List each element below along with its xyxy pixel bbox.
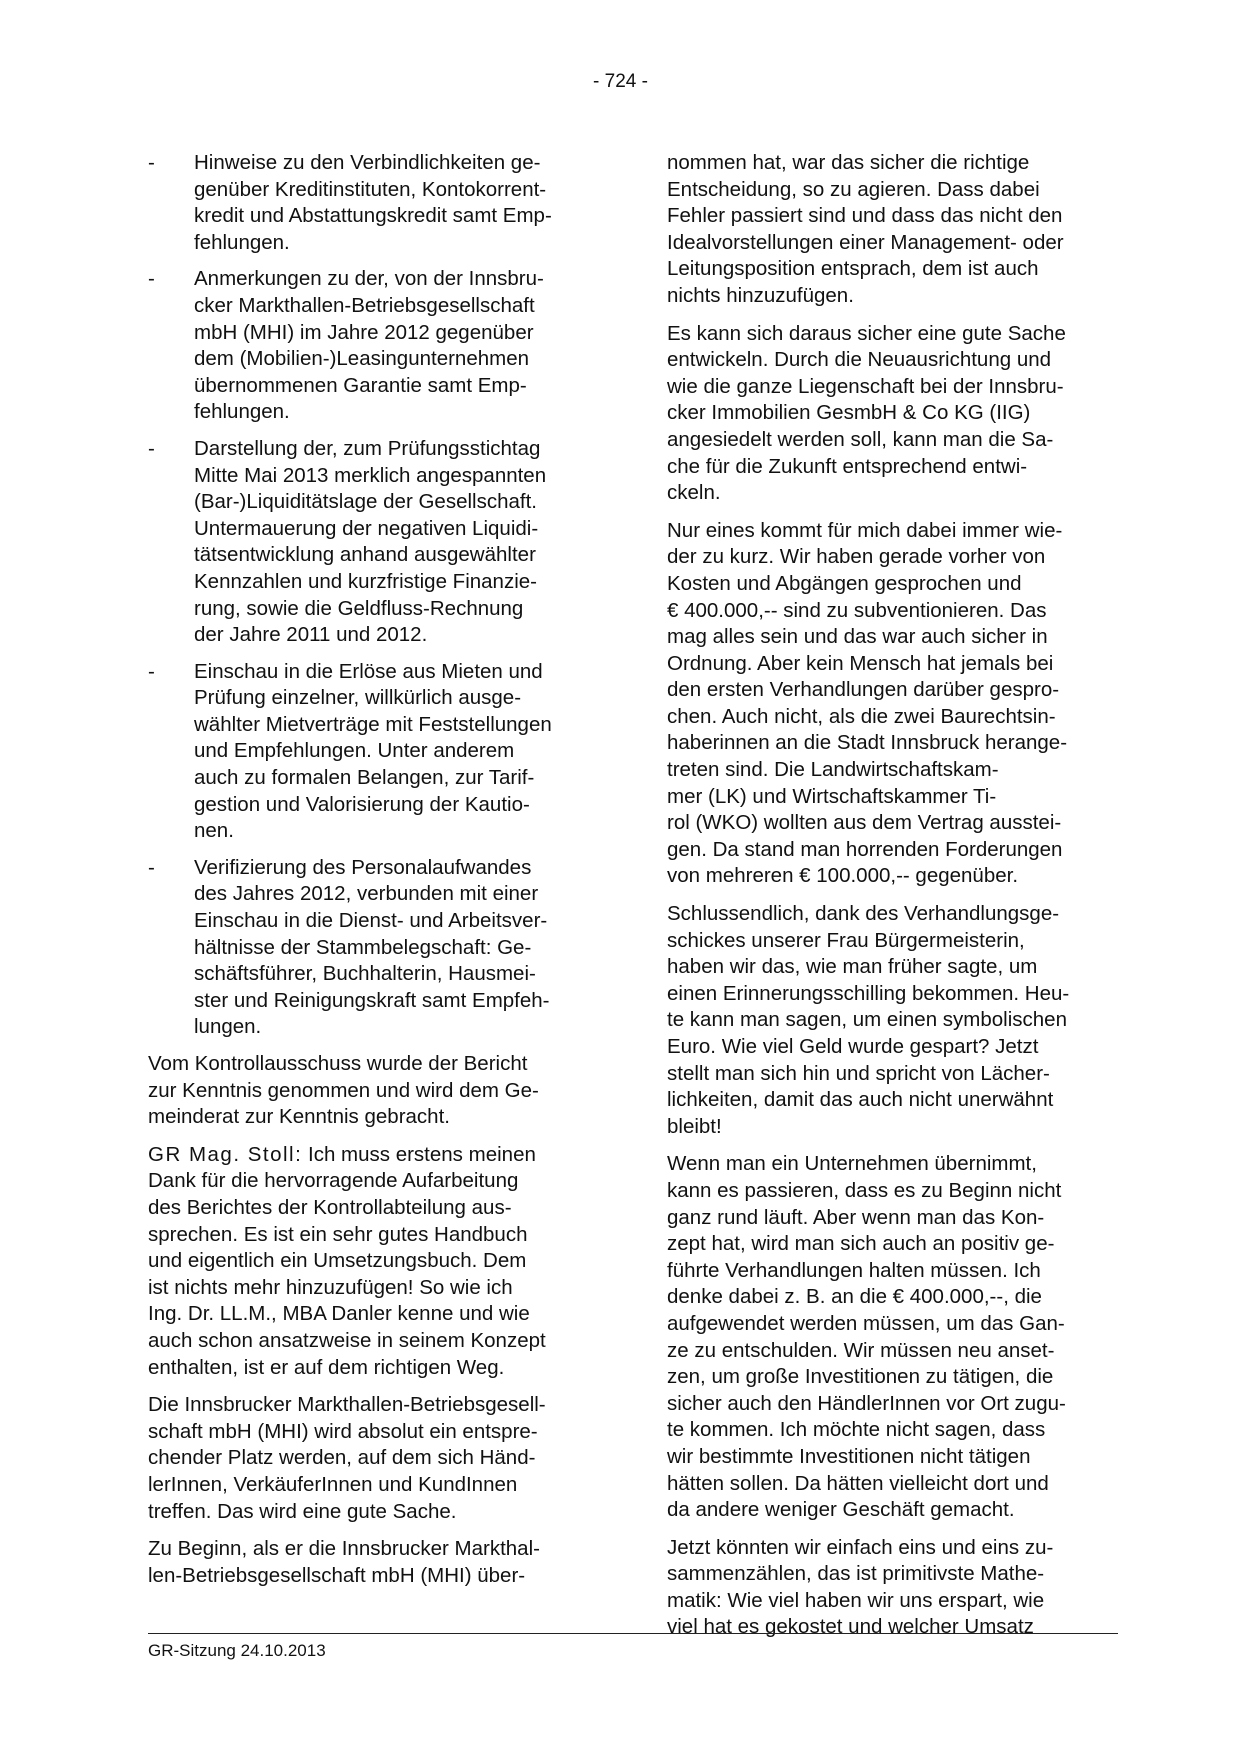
footer-session-date: GR-Sitzung 24.10.2013 xyxy=(148,1641,326,1660)
list-item-text: Darstellung der, zum Prüfungsstichtag Mitte Mai 2013 merklich angespannten (Bar-)Liquiditätslage der Gesellschaft. Untermauerung der negativen Liquidi- tätsentwicklung anhand ausgewählter Kennzahlen und kurzfristige Finanzie- rung, sowie die Geldfluss-Rechnung der Jahre 2011 und 2012. xyxy=(194,436,547,647)
bullet-dash: - xyxy=(148,659,155,683)
list-item xyxy=(148,855,600,1041)
bullet-dash: - xyxy=(148,267,155,291)
paragraph: Nur eines kommt für mich dabei immer wie- der zu kurz. Wir haben gerade vorher von Kosten und Abgängen gesprochen und € 400.000,-- sind zu subventionieren. Das mag alles sein und das war auch sicher in Ordnung. Aber kein Mensch hat jemals bei den ersten Verhandlungen darüber gespro- chen. Auch nicht, als die zwei Baurechtsin- haberinnen an die Stadt Innsbruck herange- treten sind. Die Landwirtschaftskam- mer (LK) und Wirtschaftskammer Ti- rol (WKO) wollten aus dem Vertrag ausstei- gen. Da stand man horrenden Forderungen von mehreren € 100.000,-- gegenüber. xyxy=(667,518,1068,888)
bullet-dash: - xyxy=(148,855,155,879)
left-column xyxy=(148,150,600,1600)
bullet-dash: - xyxy=(148,151,155,174)
speech-paragraph xyxy=(148,1142,600,1381)
paragraph: Wenn man ein Unternehmen übernimmt, kann es passieren, dass es zu Beginn nicht ganz rund läuft. Aber wenn man das Kon- zept hat, wird man sich auch an positiv ge- führte Verhandlungen halten müssen. Ich denke dabei z. B. an die € 400.000,--, die aufgewendet werden müssen, um das Gan- ze zu entschulden. Wir müssen neu anset- zen, um große Investitionen zu tätigen, die sicher auch den HändlerInnen vor Ort zugu- te kommen. Ich möchte nicht sagen, dass wir bestimmte Investitionen nicht tätigen hätten sollen. Da hätten vielleicht dort und da andere weniger Geschäft gemacht. xyxy=(667,1152,1066,1522)
list-item xyxy=(148,266,600,426)
list-item xyxy=(148,150,600,256)
bullet-dash: - xyxy=(148,436,155,460)
paragraph: Es kann sich daraus sicher eine gute Sache entwickeln. Durch die Neuausrichtung und wie die ganze Liegenschaft bei der Innsbru- cker Immobilien GesmbH & Co KG (IIG) angesiedelt werden soll, kann man die Sa- che für die Zukunft entsprechend entwi- ckeln. xyxy=(667,321,1066,505)
list-item-text: Einschau in die Erlöse aus Mieten und Prüfung einzelner, willkürlich ausge- wählter Mietverträge mit Feststellungen und Empfehlungen. Unter anderem auch zu formalen Belangen, zur Tarif- gestion und Valorisierung der Kautio- nen. xyxy=(194,659,552,843)
committee-paragraph: Vom Kontrollausschuss wurde der Bericht zur Kenntnis genommen und wird dem Ge- meinderat zur Kenntnis gebracht. xyxy=(148,1052,539,1129)
list-item-text: Anmerkungen zu der, von der Innsbru- cker Markthallen-Betriebsgesellschaft mbH (MHI) im Jahre 2012 gegenüber dem (Mobilien-)Leasingunternehmen übernommenen Garantie samt Emp- fehlungen. xyxy=(194,267,544,424)
paragraph: Schlussendlich, dank des Verhandlungsge- schickes unserer Frau Bürgermeisterin, haben wir das, wie man früher sagte, um einen Erinnerungsschilling bekommen. Heu- te kann man sagen, um einen symbolischen Euro. Wie viel Geld wurde gespart? Jetzt stellt man sich hin und spricht von Lächer- lichkeiten, damit das auch nicht unerwähnt bleibt! xyxy=(667,902,1070,1138)
list-item-text: Verifizierung des Personalaufwandes des Jahres 2012, verbunden mit einer Einschau in die Dienst- und Arbeitsver- hältnisse der Stammbelegschaft: Ge- schäftsführer, Buchhalterin, Hausmei- ster und Reinigungskraft samt Empfeh- lungen. xyxy=(194,855,550,1039)
list-item xyxy=(148,436,600,649)
list-item-text: Hinweise zu den Verbindlichkeiten ge- genüber Kreditinstituten, Kontokorrent- kredit und Abstattungskredit samt Emp- fehlungen. xyxy=(194,151,552,254)
mhi-paragraph: Die Innsbrucker Markthallen-Betriebsgesell- schaft mbH (MHI) wird absolut ein entspre- chender Platz werden, auf dem sich Händ- lerInnen, VerkäuferInnen und KundInnen treffen. Das wird eine gute Sache. xyxy=(148,1393,546,1523)
findings-list xyxy=(148,150,600,1041)
speech-text: Ich muss erstens meinen Dank für die hervorragende Aufarbeitung des Berichtes der Kontrollabteilung aus- sprechen. Es ist ein sehr gutes Handbuch und eigentlich ein Umsetzungsbuch. Dem ist nichts mehr hinzuzufügen! So wie ich Ing. Dr. LL.M., MBA Danler kenne und wie auch schon ansatzweise in seinem Konzept enthalten, ist er auf dem richtigen Weg. xyxy=(148,1142,546,1379)
speaker-name: GR Mag. Stoll: xyxy=(148,1142,303,1166)
beginning-paragraph: Zu Beginn, als er die Innsbrucker Markthal- len-Betriebsgesellschaft mbH (MHI) über- xyxy=(148,1537,540,1587)
list-item xyxy=(148,659,600,845)
paragraph: nommen hat, war das sicher die richtige Entscheidung, so zu agieren. Dass dabei Fehler passiert sind und dass das nicht den Idealvorstellungen einer Management- oder Leitungsposition entsprach, dem ist auch nichts hinzuzufügen. xyxy=(667,151,1064,307)
page-number: - 724 - xyxy=(593,71,648,92)
right-column xyxy=(667,150,1117,1652)
footer-divider xyxy=(148,1633,1118,1634)
paragraph: Jetzt könnten wir einfach eins und eins zu- sammenzählen, das ist primitivste Mathe- matik: Wie viel haben wir uns erspart, wie viel hat es gekostet und welcher Umsatz xyxy=(667,1535,1054,1639)
